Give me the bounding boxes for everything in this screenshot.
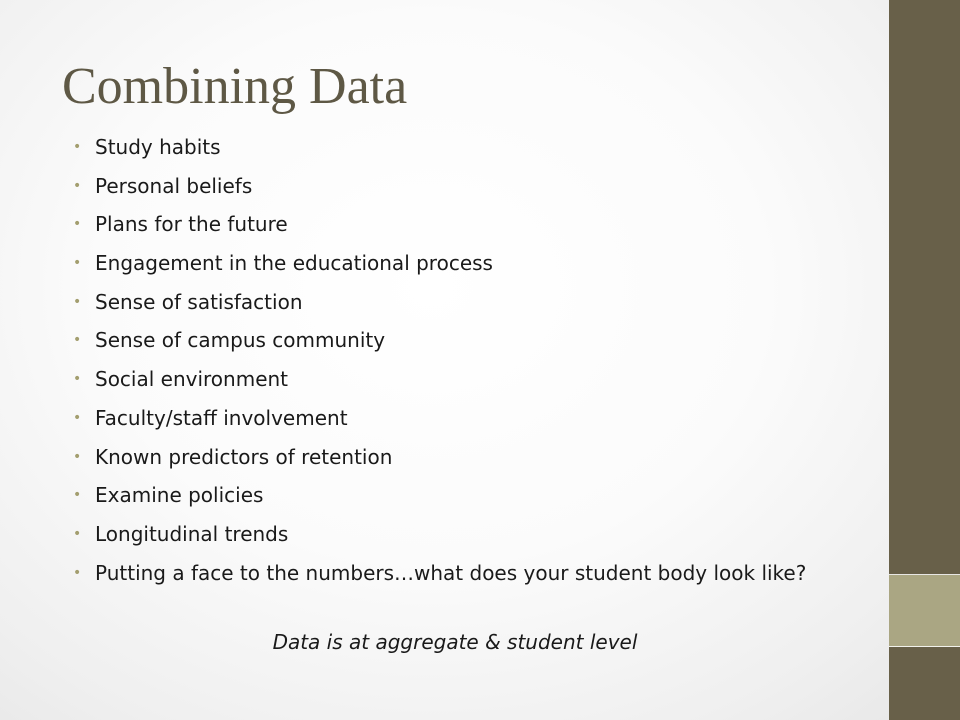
bullet-list: [72, 133, 832, 597]
bullet-item: [72, 481, 832, 509]
bullet-item: [72, 520, 832, 548]
bullet-marker: •: [73, 255, 82, 272]
slide-note: Data is at aggregate & student level: [272, 630, 638, 654]
bullet-item: [72, 365, 832, 393]
bullet-item: [72, 172, 832, 200]
bullet-text: Known predictors of retention: [95, 444, 393, 469]
bullet-marker: •: [73, 525, 82, 542]
bullet-text: Plans for the future: [95, 212, 288, 237]
slide-title: Combining Data: [62, 58, 408, 115]
bullet-marker: •: [73, 332, 82, 349]
bullet-marker: •: [73, 564, 82, 581]
side-band-main: [889, 0, 960, 575]
side-band-accent: [889, 575, 960, 647]
bullet-text: Sense of campus community: [95, 328, 386, 353]
side-band-bottom: [889, 647, 960, 720]
bullet-marker: •: [73, 371, 82, 388]
bullet-item: [72, 133, 832, 161]
bullet-marker: •: [73, 293, 82, 310]
bullet-item: [72, 326, 832, 354]
bullet-marker: •: [73, 409, 82, 426]
bullet-marker: •: [73, 216, 82, 233]
bullet-text: Study habits: [95, 135, 221, 159]
bullet-item: [72, 443, 832, 471]
bullet-text: Examine policies: [95, 483, 264, 508]
bullet-text: Putting a face to the numbers…what does your student body look like?: [95, 560, 807, 585]
bullet-text: Personal beliefs: [95, 173, 253, 198]
bullet-marker: •: [73, 448, 82, 465]
bullet-text: Faculty/staff involvement: [95, 405, 348, 430]
bullet-marker: •: [73, 177, 82, 194]
bullet-item: [72, 404, 832, 432]
bullet-text: Engagement in the educational process: [95, 251, 493, 276]
bullet-marker: •: [73, 139, 82, 155]
bullet-item: [72, 249, 832, 277]
bullet-text: Longitudinal trends: [95, 521, 289, 546]
bullet-item: [72, 559, 832, 587]
bullet-item: [72, 210, 832, 238]
bullet-text: Sense of satisfaction: [95, 289, 303, 314]
bullet-marker: •: [73, 487, 82, 504]
bullet-text: Social environment: [95, 367, 289, 392]
bullet-item: [72, 288, 832, 316]
side-decor-band: [889, 0, 960, 720]
